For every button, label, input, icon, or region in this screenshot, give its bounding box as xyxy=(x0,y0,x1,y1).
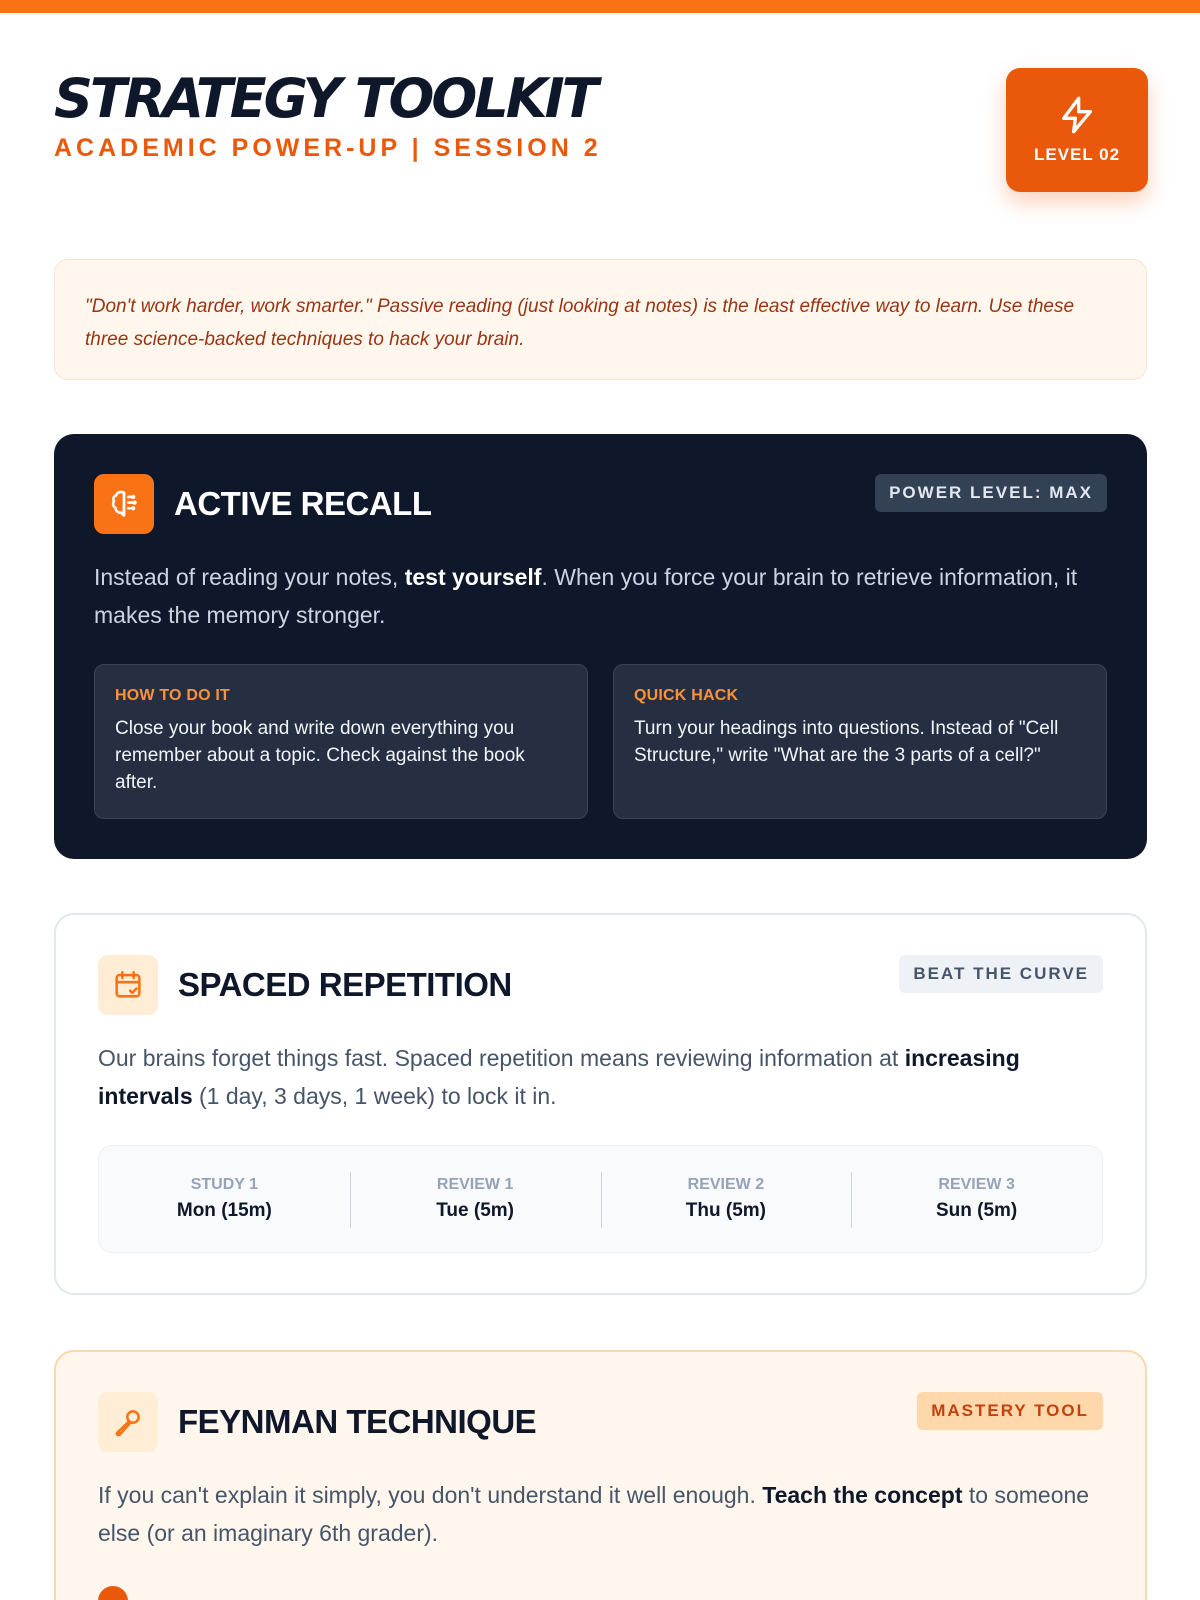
box-label: HOW TO DO IT xyxy=(115,687,230,704)
desc-text: If you can't explain it simply, you don't understand it well enough. xyxy=(98,1482,763,1508)
lightning-icon xyxy=(1057,95,1097,135)
level-badge xyxy=(1006,68,1148,192)
step-value: Thu (5m) xyxy=(685,1200,766,1221)
mastery-tool-tag: MASTERY TOOL xyxy=(917,1392,1103,1430)
schedule-step xyxy=(350,1176,601,1222)
tip-boxes xyxy=(94,664,1107,819)
page-subtitle: ACADEMIC POWER-UP | SESSION 2 xyxy=(54,134,602,162)
step-number-marker xyxy=(98,1586,128,1600)
desc-text: (1 day, 3 days, 1 week) to lock it in. xyxy=(192,1083,557,1109)
intro-quote xyxy=(54,259,1147,380)
card-description xyxy=(98,1476,1103,1552)
top-accent-bar xyxy=(0,0,1200,13)
calendar-check-icon xyxy=(98,955,158,1015)
quick-hack-box xyxy=(613,664,1107,819)
step-value: Sun (5m) xyxy=(935,1200,1018,1221)
how-to-box xyxy=(94,664,588,819)
step-label: STUDY 1 xyxy=(190,1176,259,1193)
step-value: Mon (15m) xyxy=(176,1200,272,1221)
schedule-step xyxy=(99,1176,350,1222)
card-description xyxy=(98,1039,1103,1115)
step-value: Tue (5m) xyxy=(436,1200,514,1221)
desc-text: Our brains forget things fast. Spaced repetition means reviewing information at xyxy=(98,1045,905,1071)
quote-text: "Don't work harder, work smarter." Passive reading (just looking at notes) is the least effective way to learn. Use these three science-backed techniques to hack your brain. xyxy=(85,296,1075,350)
feynman-technique-card xyxy=(54,1350,1147,1600)
desc-text: Instead of reading your notes, xyxy=(94,564,405,590)
step-label: REVIEW 1 xyxy=(436,1176,514,1193)
card-title: SPACED REPETITION xyxy=(178,966,512,1003)
page-title: STRATEGY TOOLKIT xyxy=(54,67,596,130)
step-label: REVIEW 3 xyxy=(938,1176,1015,1193)
desc-emphasis: Teach the concept xyxy=(762,1482,963,1508)
desc-emphasis: test yourself xyxy=(404,564,542,590)
card-description xyxy=(94,558,1107,634)
card-header xyxy=(98,955,1103,1015)
power-level-tag: POWER LEVEL: MAX xyxy=(875,474,1107,512)
card-header xyxy=(94,474,1107,534)
box-text: Turn your headings into questions. Instead of "Cell Structure," write "What are the 3 parts of a cell?" xyxy=(634,718,1059,766)
box-text: Close your book and write down everything you remember about a topic. Check against the book after. xyxy=(115,718,525,793)
page-header xyxy=(54,68,1148,198)
brain-icon xyxy=(94,474,154,534)
step-label: REVIEW 2 xyxy=(687,1176,765,1193)
review-schedule xyxy=(98,1145,1103,1253)
card-title: ACTIVE RECALL xyxy=(174,485,432,522)
desc-emphasis: increasing intervals xyxy=(98,1045,1020,1109)
desc-text: . When you force your brain to retrieve information, it makes the memory stronger. xyxy=(94,564,1078,628)
beat-the-curve-tag: BEAT THE CURVE xyxy=(899,955,1103,993)
active-recall-card xyxy=(54,434,1147,859)
desc-text: to someone else (or an imaginary 6th grader). xyxy=(98,1482,1090,1546)
microphone-icon xyxy=(98,1392,158,1452)
level-label: LEVEL 02 xyxy=(1033,145,1121,164)
spaced-repetition-card xyxy=(54,913,1147,1295)
card-title: FEYNMAN TECHNIQUE xyxy=(178,1403,537,1440)
schedule-step xyxy=(601,1176,852,1222)
box-label: QUICK HACK xyxy=(634,687,739,704)
schedule-step xyxy=(851,1176,1102,1222)
card-header xyxy=(98,1392,1103,1452)
